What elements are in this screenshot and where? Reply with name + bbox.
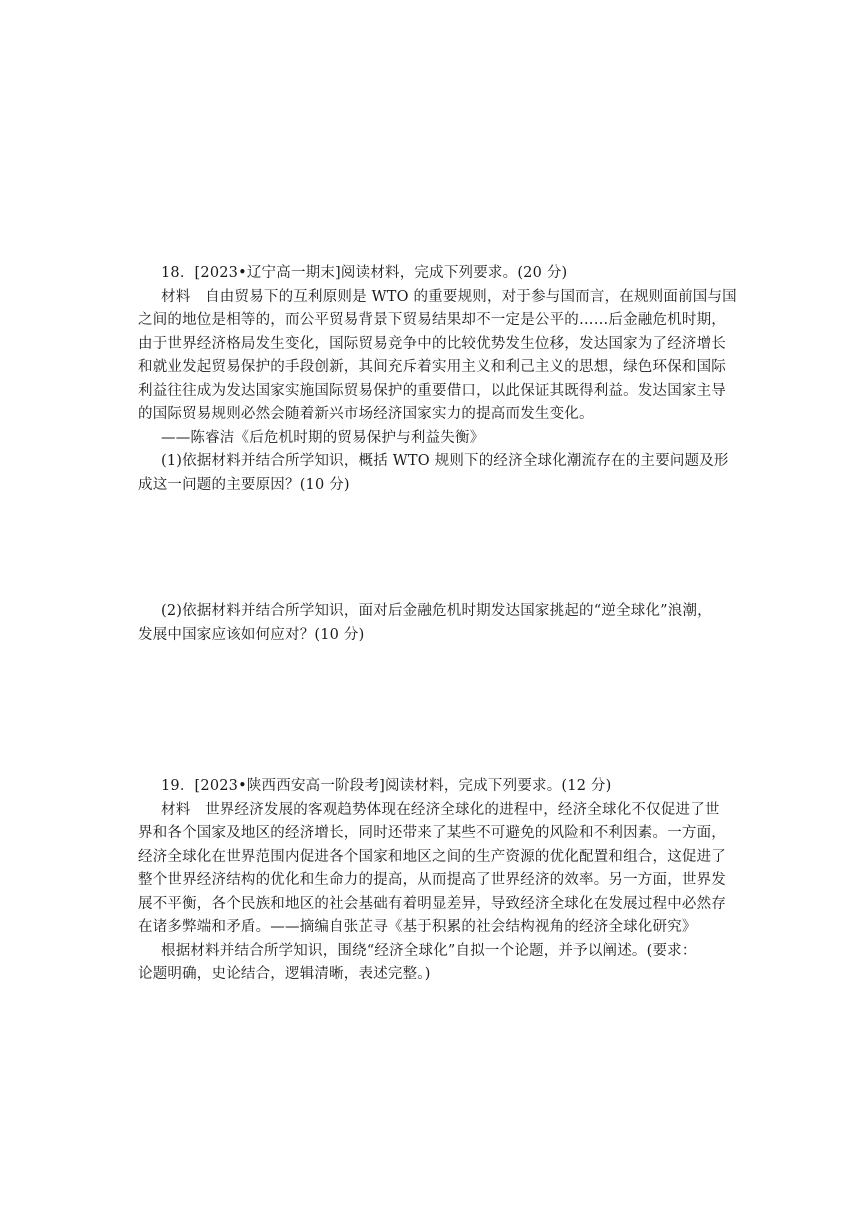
material-line: 和就业发起贸易保护的手段创新，其间充斥着实用主义和利己主义的思想，绿色环保和国际 [138, 359, 726, 375]
sub-question-2-cont: 发展中国家应该如何应对？(10 分) [138, 626, 365, 643]
material-source: ——陈睿洁《后危机时期的贸易保护与利益失衡》 [161, 429, 485, 446]
task-line: 根据材料并结合所学知识，围绕“经济全球化”自拟一个论题，并予以阐述。(要求： [161, 942, 697, 959]
task-line: 论题明确，史论结合，逻辑清晰，表述完整。) [138, 966, 431, 982]
material-line: 经济全球化在世界范围内促进各个国家和地区之间的生产资源的优化配置和组合，这促进了 [138, 848, 726, 865]
material-line: 的国际贸易规则必然会随着新兴市场经济国家实力的提高而发生变化。 [138, 406, 594, 422]
material-line: 在诸多弊端和矛盾。——摘编自张芷寻《基于积累的社会结构视角的经济全球化研究》 [138, 919, 697, 935]
sub-question-1: (1)依据材料并结合所学知识，概括 WTO 规则下的经济全球化潮流存在的主要问题及形 [161, 453, 729, 469]
question-header: 18．[2023•辽宁高一期末]阅读材料，完成下列要求。(20 分) [161, 265, 568, 281]
question-header: 19．[2023•陕西西安高一阶段考]阅读材料，完成下列要求。(12 分) [161, 778, 612, 794]
question-18-part-2 [138, 600, 738, 647]
material-line: 由于世界经济格局发生变化，国际贸易竞争中的比较优势发生位移，发达国家为了经济增长 [138, 335, 726, 352]
sub-question-1-cont: 成这一问题的主要原因？(10 分) [138, 476, 350, 493]
material-line: 材料 自由贸易下的互利原则是 WTO 的重要规则，对于参与国而言，在规则面前国与国 [161, 288, 737, 305]
material-line: 整个世界经济结构的优化和生命力的提高，从而提高了世界经济的效率。另一方面，世界发 [138, 872, 726, 888]
material-line: 展不平衡，各个民族和地区的社会基础有着明显差异，导致经济全球化在发展过程中必然存 [138, 895, 726, 912]
material-line: 利益往往成为发达国家实施国际贸易保护的重要借口，以此保证其既得利益。发达国家主导 [138, 382, 726, 399]
sub-question-2: (2)依据材料并结合所学知识，面对后金融危机时期发达国家挑起的“逆全球化”浪潮， [161, 603, 712, 619]
material-line: 材料 世界经济发展的客观趋势体现在经济全球化的进程中，经济全球化不仅促进了世 [161, 801, 720, 818]
material-line: 之间的地位是相等的，而公平贸易背景下贸易结果却不一定是公平的……后金融危机时期， [138, 312, 726, 328]
question-19 [138, 775, 738, 987]
question-18 [138, 262, 738, 497]
material-line: 界和各个国家及地区的经济增长，同时还带来了某些不可避免的风险和不利因素。一方面， [138, 825, 726, 841]
